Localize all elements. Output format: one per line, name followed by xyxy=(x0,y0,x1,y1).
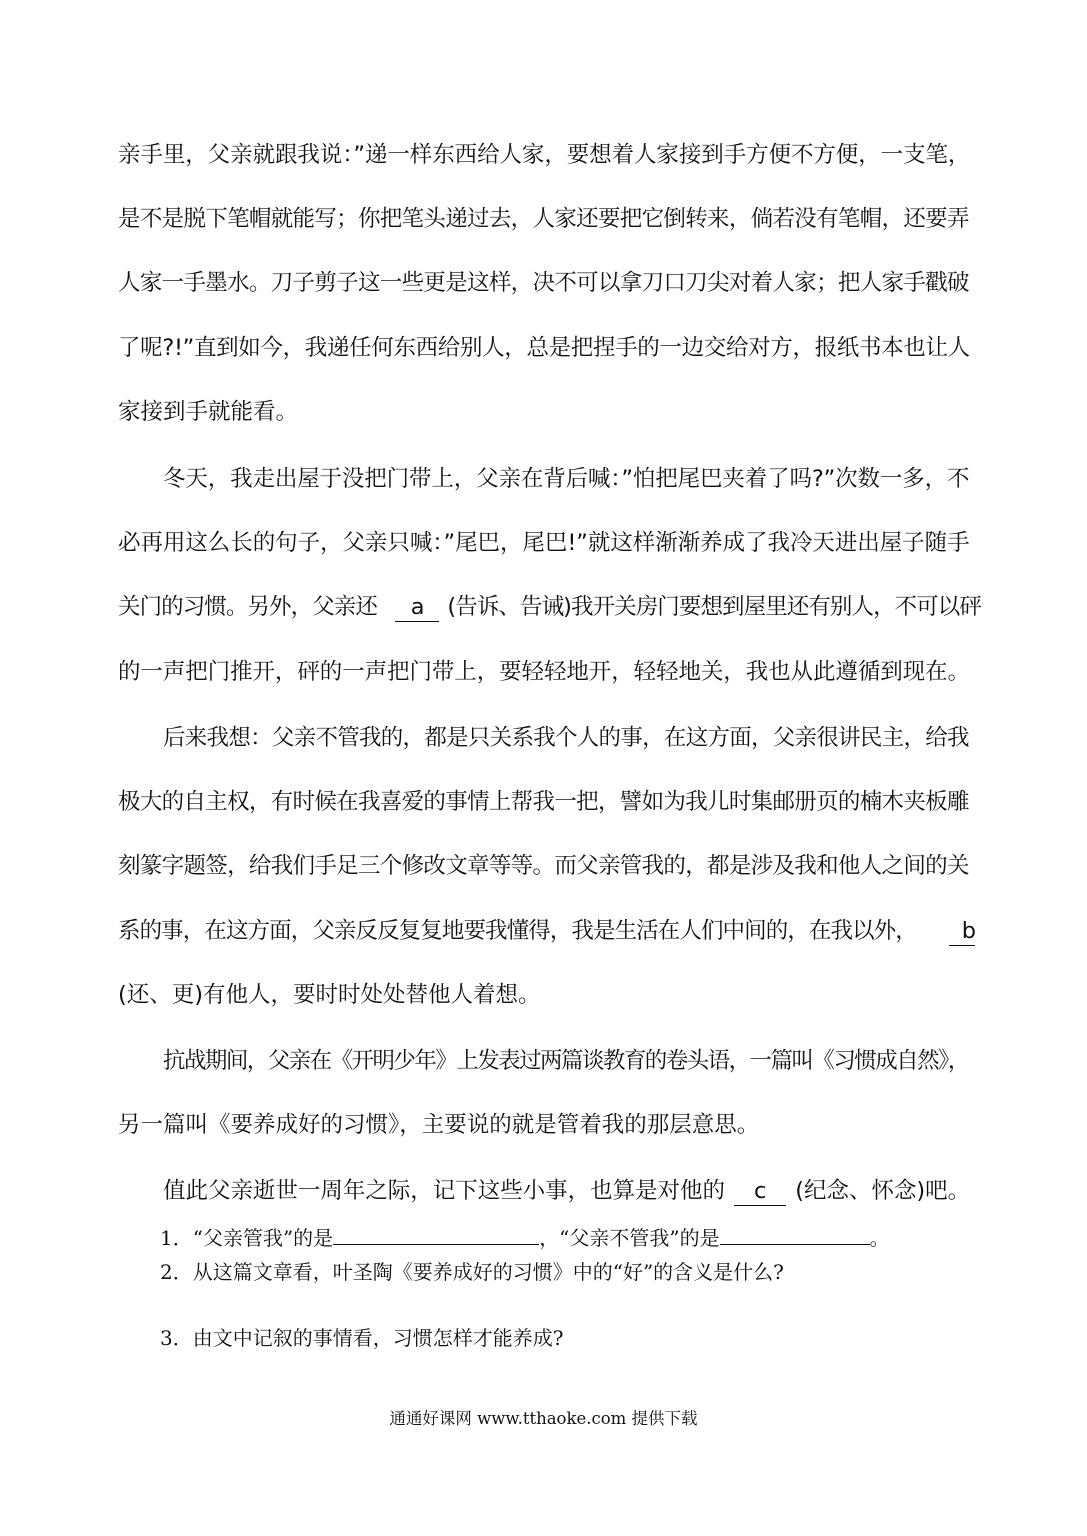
text-line: 是不是脱下笔帽就能写；你把笔头递过去，人家还要把它倒转来，倘若没有笔帽，还要弄 xyxy=(118,206,969,232)
text-line: 亲手里，父亲就跟我说：”递一样东西给人家，要想着人家接到手方便不方便，一支笔， xyxy=(118,142,971,168)
text-line: 人家一手墨水。刀子剪子这一些更是这样，决不可以拿刀口刀尖对着人家；把人家手戳破 xyxy=(118,270,969,296)
text-segment: 系的事，在这方面，父亲反反复复地要我懂得，我是生活在人们中间的，在我以外， xyxy=(118,918,917,944)
question-3: 3．由文中记叙的事情看，习惯怎样才能养成? xyxy=(160,1326,564,1350)
question-1 xyxy=(160,1224,890,1252)
text-line: 后来我想：父亲不管我的，都是只关系我个人的事，在这方面，父亲很讲民主，给我 xyxy=(163,725,969,751)
question-text: 。 xyxy=(869,1226,890,1250)
fill-blank-c[interactable]: c xyxy=(734,1179,786,1206)
text-line: 家接到手就能看。 xyxy=(118,399,299,425)
answer-blank-2[interactable] xyxy=(720,1224,870,1245)
text-line: 刻篆字题签，给我们手足三个修改文章等等。而父亲管我的，都是涉及我和他人之间的关 xyxy=(118,853,969,879)
text-line: (还、更)有他人，要时时处处替他人着想。 xyxy=(118,982,541,1008)
text-line: 抗战期间，父亲在《开明少年》上发表过两篇谈教育的卷头语，一篇叫《习惯成自然》， xyxy=(163,1048,969,1074)
text-line xyxy=(118,592,981,622)
text-segment: 关门的习惯。另外，父亲还 xyxy=(118,594,377,620)
answer-blank-1[interactable] xyxy=(333,1224,539,1245)
question-2: 2．从这篇文章看，叶圣陶《要养成好的习惯》中的“好”的含义是什么? xyxy=(160,1260,784,1284)
text-line xyxy=(118,916,975,946)
fill-blank-b[interactable]: b xyxy=(949,919,975,946)
text-segment: (纪念、怀念)吧。 xyxy=(795,1178,971,1204)
page-footer: 通通好课网 www.tthaoke.com 提供下载 xyxy=(389,1409,698,1428)
text-line: 冬天，我走出屋于没把门带上，父亲在背后喊：”怕把尾巴夹着了吗?”次数一多，不 xyxy=(163,466,970,492)
fill-blank-a[interactable]: a xyxy=(395,595,439,622)
text-line: 了呢?!”直到如今，我递任何东西给别人，总是把捏手的一边交给对方，报纸书本也让人 xyxy=(118,335,970,361)
text-line xyxy=(163,1176,970,1206)
text-line: 极大的自主权，有时候在我喜爱的事情上帮我一把，譬如为我儿时集邮册页的楠木夹板雕 xyxy=(118,789,969,815)
question-text: ，“父亲不管我”的是 xyxy=(539,1226,720,1250)
question-text: 1．“父亲管我”的是 xyxy=(160,1226,334,1250)
text-segment: 值此父亲逝世一周年之际，记下这些小事，也算是对他的 xyxy=(163,1178,725,1204)
text-line: 的一声把门推开，砰的一声把门带上，要轻轻地开，轻轻地关，我也从此遵循到现在。 xyxy=(118,659,970,685)
text-line: 必再用这么长的句子，父亲只喊：”尾巴，尾巴!”就这样渐渐养成了我冷天进出屋子随手 xyxy=(118,530,970,556)
text-segment: (告诉、告诫)我开关房门要想到屋里还有别人，不可以砰 xyxy=(447,594,981,620)
text-line: 另一篇叫《要养成好的习惯》，主要说的就是管着我的那层意思。 xyxy=(118,1112,760,1138)
